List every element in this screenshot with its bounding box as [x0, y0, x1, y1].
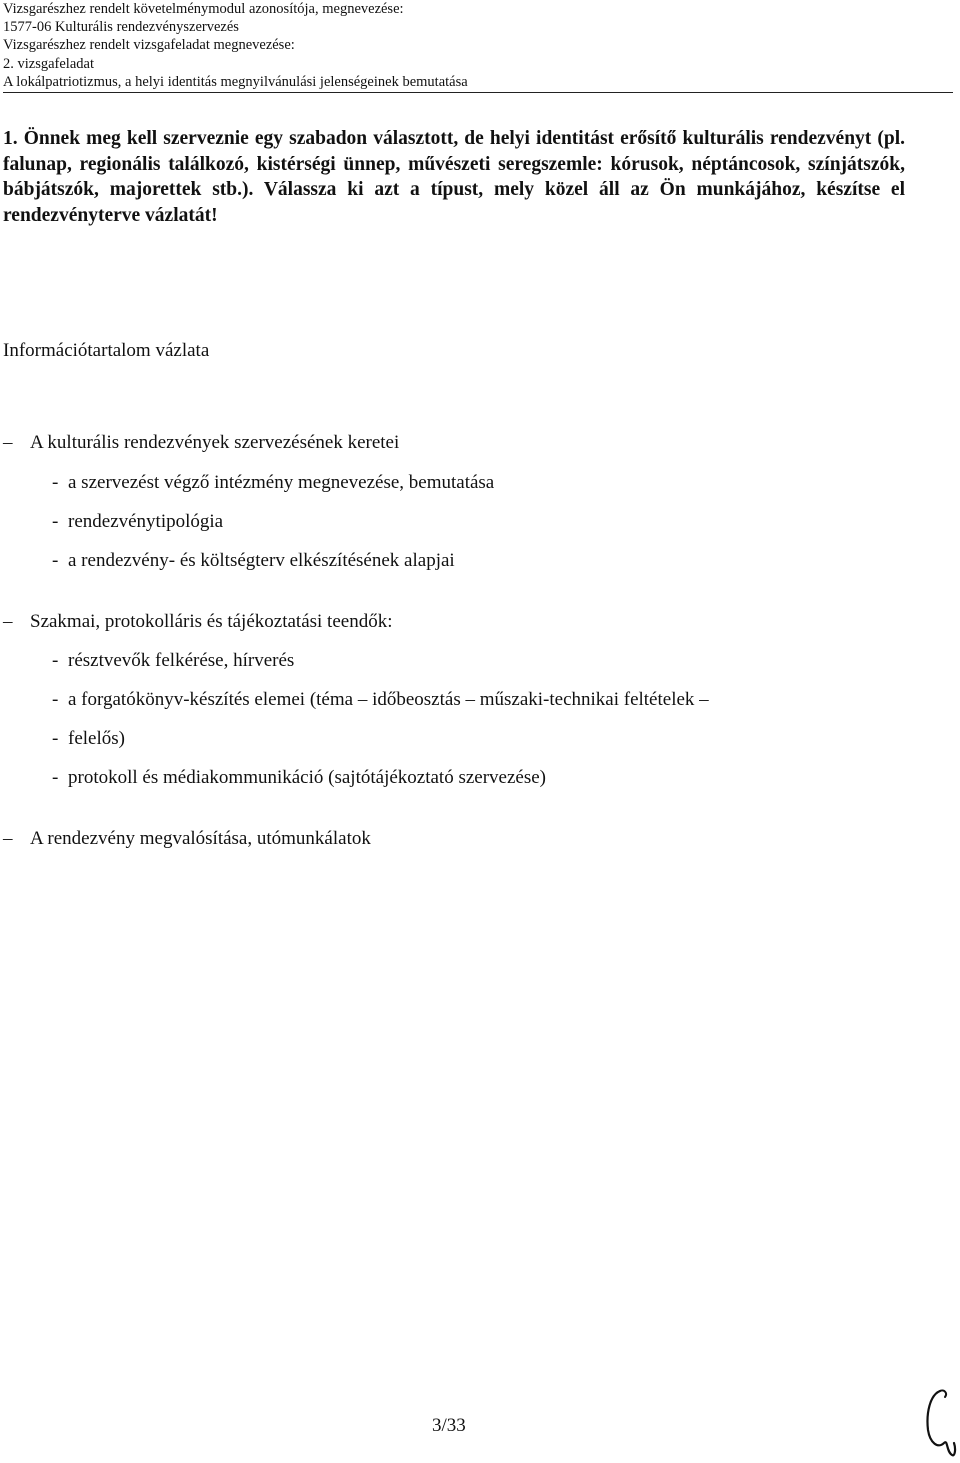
header-line: Vizsgarészhez rendelt vizsgafeladat megnevezése:	[3, 37, 295, 54]
outline-subitem	[52, 767, 546, 789]
section-heading-text: A kulturális rendezvények szervezésének keretei	[30, 432, 400, 453]
hyphen-bullet: -	[52, 550, 59, 571]
hyphen-bullet: -	[52, 650, 59, 671]
page-number: 3/33	[432, 1415, 466, 1436]
dash-bullet: –	[3, 611, 13, 632]
outline-subitem	[52, 728, 125, 750]
header-line: A lokálpatriotizmus, a helyi identitás megnyilvánulási jelenségeinek bemutatása	[3, 73, 468, 90]
hyphen-bullet: -	[52, 689, 59, 710]
subitem-text: felelős)	[68, 728, 125, 749]
hyphen-bullet: -	[52, 472, 59, 493]
header-divider	[3, 92, 953, 93]
hyphen-bullet: -	[52, 728, 59, 749]
outline-subitem	[52, 550, 455, 572]
outline-title: Információtartalom vázlata	[3, 340, 210, 361]
header-line: 2. vizsgafeladat	[3, 55, 94, 72]
outline-section-heading	[3, 432, 399, 454]
subitem-text: a szervezést végző intézmény megnevezése, bemutatása	[68, 472, 495, 493]
dash-bullet: –	[3, 828, 13, 849]
subitem-text: rendezvénytipológia	[68, 511, 224, 532]
header-line: Vizsgarészhez rendelt követelménymodul azonosítója, megnevezése:	[3, 1, 404, 17]
outline-section-heading	[3, 611, 392, 633]
subitem-text: protokoll és médiakommunikáció (sajtótájékoztató szervezése)	[68, 767, 546, 788]
header-line: 1577-06 Kulturális rendezvényszervezés	[3, 19, 239, 36]
outline-subitem	[52, 511, 223, 533]
section-heading-text: A rendezvény megvalósítása, utómunkálatok	[30, 828, 371, 849]
subitem-text: a forgatókönyv-készítés elemei (téma – időbeosztás – műszaki-technikai feltételek –	[68, 689, 709, 710]
dash-bullet: –	[3, 432, 13, 453]
outline-section-heading	[3, 828, 371, 850]
subitem-text: résztvevők felkérése, hírverés	[68, 650, 295, 671]
hyphen-bullet: -	[52, 767, 59, 788]
page-header	[3, 0, 953, 91]
task-description: 1. Önnek meg kell szerveznie egy szabadon választott, de helyi identitást erősítő kulturális rendezvényt (pl. falunap, regionális találkozó, kistérségi ünnep, művészeti seregszemle: kórusok, néptáncosok, színjátszók, bábjátszók, majorettek stb.). Válassza ki azt a típust, mely közel áll az Ön munkájához, készítse el rendezvényterve vázlatát!	[3, 128, 905, 226]
hyphen-bullet: -	[52, 511, 59, 532]
handwritten-signature	[918, 1385, 958, 1460]
outline-subitem	[52, 472, 494, 494]
subitem-text: a rendezvény- és költségterv elkészítésének alapjai	[68, 550, 455, 571]
outline-subitem	[52, 650, 294, 672]
section-heading-text: Szakmai, protokolláris és tájékoztatási teendők:	[30, 611, 393, 632]
outline-subitem	[52, 689, 709, 711]
